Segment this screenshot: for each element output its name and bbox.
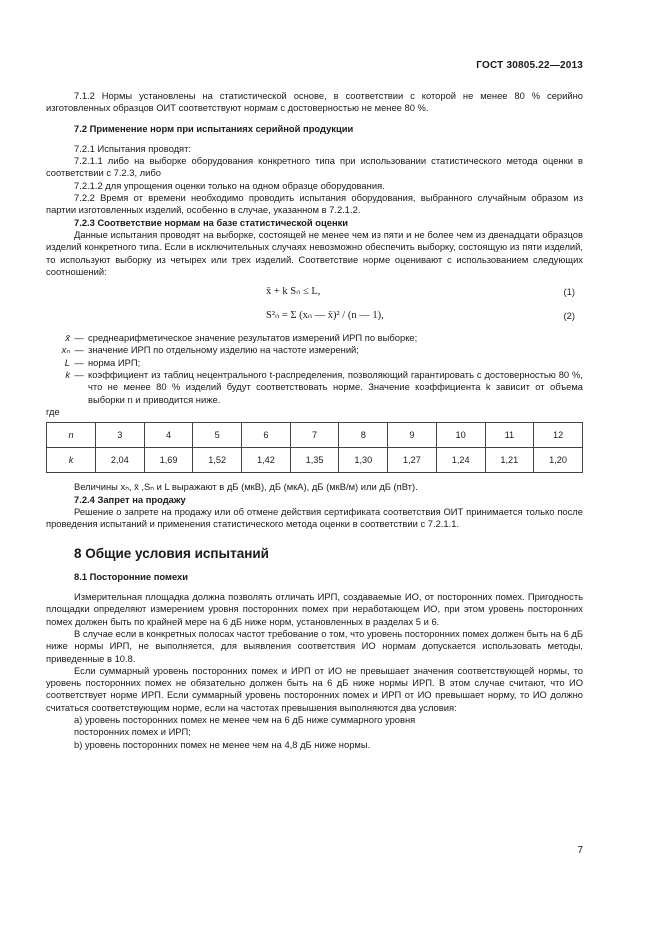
table-header-cell: k xyxy=(47,448,96,473)
page-content xyxy=(46,90,583,751)
paragraph-8-1-b: В случае если в конкретных полосах частот требование о том, что уровень посторонних помех должен быть на 6 дБ ниже нормы ИРП, не выполняется, для выявления соответствия ИО нормам допускается использовать методы, приведенные в 10.8. xyxy=(46,627,584,664)
formula-2 xyxy=(46,308,583,324)
table-cell: 1,27 xyxy=(388,448,437,473)
table-cell: 1,30 xyxy=(339,448,388,473)
formula-1-number: (1) xyxy=(563,286,575,298)
table-cell: 10 xyxy=(436,423,485,448)
heading-section-8: 8 Общие условия испытаний xyxy=(74,546,269,562)
paragraph-units: Величины xₙ, x̄ ,Sₙ и L выражают в дБ (мкВ), дБ (мкА), дБ (мкВ/м) или дБ (пВт). xyxy=(74,481,418,493)
paragraph-7-2-1-1: 7.2.1.1 либо на выборке оборудования конкретного типа при использовании статистического метода оценки в соответствии с 7.2.3, либо xyxy=(46,155,583,179)
heading-7-2: 7.2 Применение норм при испытаниях серийной продукции xyxy=(74,122,354,134)
table-cell: 1,21 xyxy=(485,448,534,473)
paragraph-7-2-1-2: 7.2.1.2 для упрощения оценки только на одном образце оборудования. xyxy=(74,179,385,191)
formula-1 xyxy=(46,284,583,300)
list-item-a-continued: посторонних помех и ИРП; xyxy=(74,726,191,738)
table-cell: 2,04 xyxy=(96,448,145,473)
paragraph-7-2-4: Решение о запрете на продажу или об отмене действия сертификата соответствия ОИТ принимается только после проведения испытаний и применения статистического метода оценки в соответствии с 7.2.1.1. xyxy=(46,505,583,530)
table-cell: 12 xyxy=(534,423,583,448)
heading-8-1: 8.1 Посторонние помехи xyxy=(74,570,189,582)
table-row xyxy=(47,423,583,448)
paragraph-8-1-a: Измерительная площадка должна позволять отличать ИРП, создаваемые ИО, от посторонних помех. Пригодность площадки определяют измерением уровня посторонних помех при неработающем ИО, при этом уровень посторонних помех должен быть по крайней мере на 6 дБ ниже норм, установленных в разделах 5 и 6. xyxy=(46,591,583,627)
paragraph-7-2-1: 7.2.1 Испытания проводят: xyxy=(74,142,192,154)
symbol-definition: значение ИРП по отдельному изделию на частоте измерений; xyxy=(88,344,359,356)
paragraph-7-1-2: 7.1.2 Нормы установлены на статистической основе, в соответствии с которой не менее 80 % серийно изготовленных образцов ОИТ соответствуют нормам с достоверностью не менее 80 %. xyxy=(46,90,583,114)
formula-1-expression: x̄ + k Sₙ ≤ L, xyxy=(266,286,321,298)
table-cell: 9 xyxy=(388,423,437,448)
table-cell: 8 xyxy=(339,423,388,448)
table-cell: 11 xyxy=(485,423,534,448)
document-header: ГОСТ 30805.22—2013 xyxy=(476,60,583,71)
symbol-definition: коэффициент из таблиц нецентрального t-распределения, позволяющий гарантировать с достоверностью 80 %, что не менее 80 % изделий будут соответствовать норме. Значение коэффициента k зависит от объема выборки n и приводится ниже. xyxy=(88,369,583,405)
symbol: xₙ xyxy=(61,344,70,356)
paragraph-7-2-2: 7.2.2 Время от времени необходимо проводить испытания оборудования, выбранного случайным образом из партии изготовленных изделий, особенно в случае, указанном в 7.2.1.2. xyxy=(46,192,583,216)
list-item-b: b) уровень посторонних помех не менее чем на 4,8 дБ ниже нормы. xyxy=(74,738,371,750)
symbol: L xyxy=(64,356,70,368)
page-number: 7 xyxy=(577,845,583,856)
paragraph-8-1-c: Если суммарный уровень посторонних помех и ИРП от ИО не превышает значения соответствующей нормы, то уровень посторонних помех не обязательно должен быть на 6 дБ ниже нормы ИРП. В этом случае считают, что ИО соответствует норме ИРП. Если суммарный уровень посторонних помех и ИРП от ИО превышает норму, то ИО должно считаться соответствующим норме, если на частотах превышения выполняются два условия: xyxy=(46,664,583,713)
table-cell: 4 xyxy=(144,423,193,448)
table-header-cell: n xyxy=(47,423,96,448)
table-cell: 3 xyxy=(96,423,145,448)
table-cell: 6 xyxy=(242,423,291,448)
symbol: x̄ xyxy=(65,332,70,344)
table-cell: 1,42 xyxy=(242,448,291,473)
paragraph-7-2-3: Данные испытания проводят на выборке, состоящей не менее чем из пяти и не более чем из двенадцати образцов изделий конкретного типа. Если в исключительных случаях невозможно обеспечить выборку, состоящую из пяти изделий, то используют выборку из четырех или трех изделий. Соответствие норме оценивают с использованием следующих соотношений: xyxy=(46,228,583,277)
table-cell: 1,24 xyxy=(436,448,485,473)
table-cell: 1,69 xyxy=(144,448,193,473)
list-item-a: a) уровень посторонних помех не менее чем на 6 дБ ниже суммарного уровня xyxy=(74,713,416,725)
table-cell: 7 xyxy=(290,423,339,448)
formula-2-number: (2) xyxy=(563,310,575,322)
heading-7-2-3: 7.2.3 Соответствие нормам на базе статистической оценки xyxy=(74,216,349,228)
table-cell: 5 xyxy=(193,423,242,448)
where-word: где xyxy=(46,405,60,417)
table-cell: 1,52 xyxy=(193,448,242,473)
table-cell: 1,35 xyxy=(290,448,339,473)
formula-2-expression: S²ₙ = Σ (xₙ — x̄)² / (n — 1), xyxy=(266,310,384,322)
coefficient-table xyxy=(46,422,583,473)
table-row xyxy=(47,448,583,473)
symbol-definition: норма ИРП; xyxy=(88,356,141,368)
symbol: k xyxy=(65,369,70,381)
symbol-definitions: где x̄ — среднеарифметическое значение результатов измерений ИРП по выборке; xₙ — значение ИРП по отдельному изделию на частоте измерений; L — норма ИРП; k — коэффициент из таблиц нецентрального t-распределения, позволяющий гарантировать с достоверностью 80 %, что не менее 80 % изделий будут соответствовать норме. Значение коэффициента k зависит от объема выборки n и приводится ниже. xyxy=(46,332,583,417)
heading-7-2-4: 7.2.4 Запрет на продажу xyxy=(74,493,186,505)
symbol-definition: среднеарифметическое значение результатов измерений ИРП по выборке; xyxy=(88,332,418,344)
table-cell: 1,20 xyxy=(534,448,583,473)
